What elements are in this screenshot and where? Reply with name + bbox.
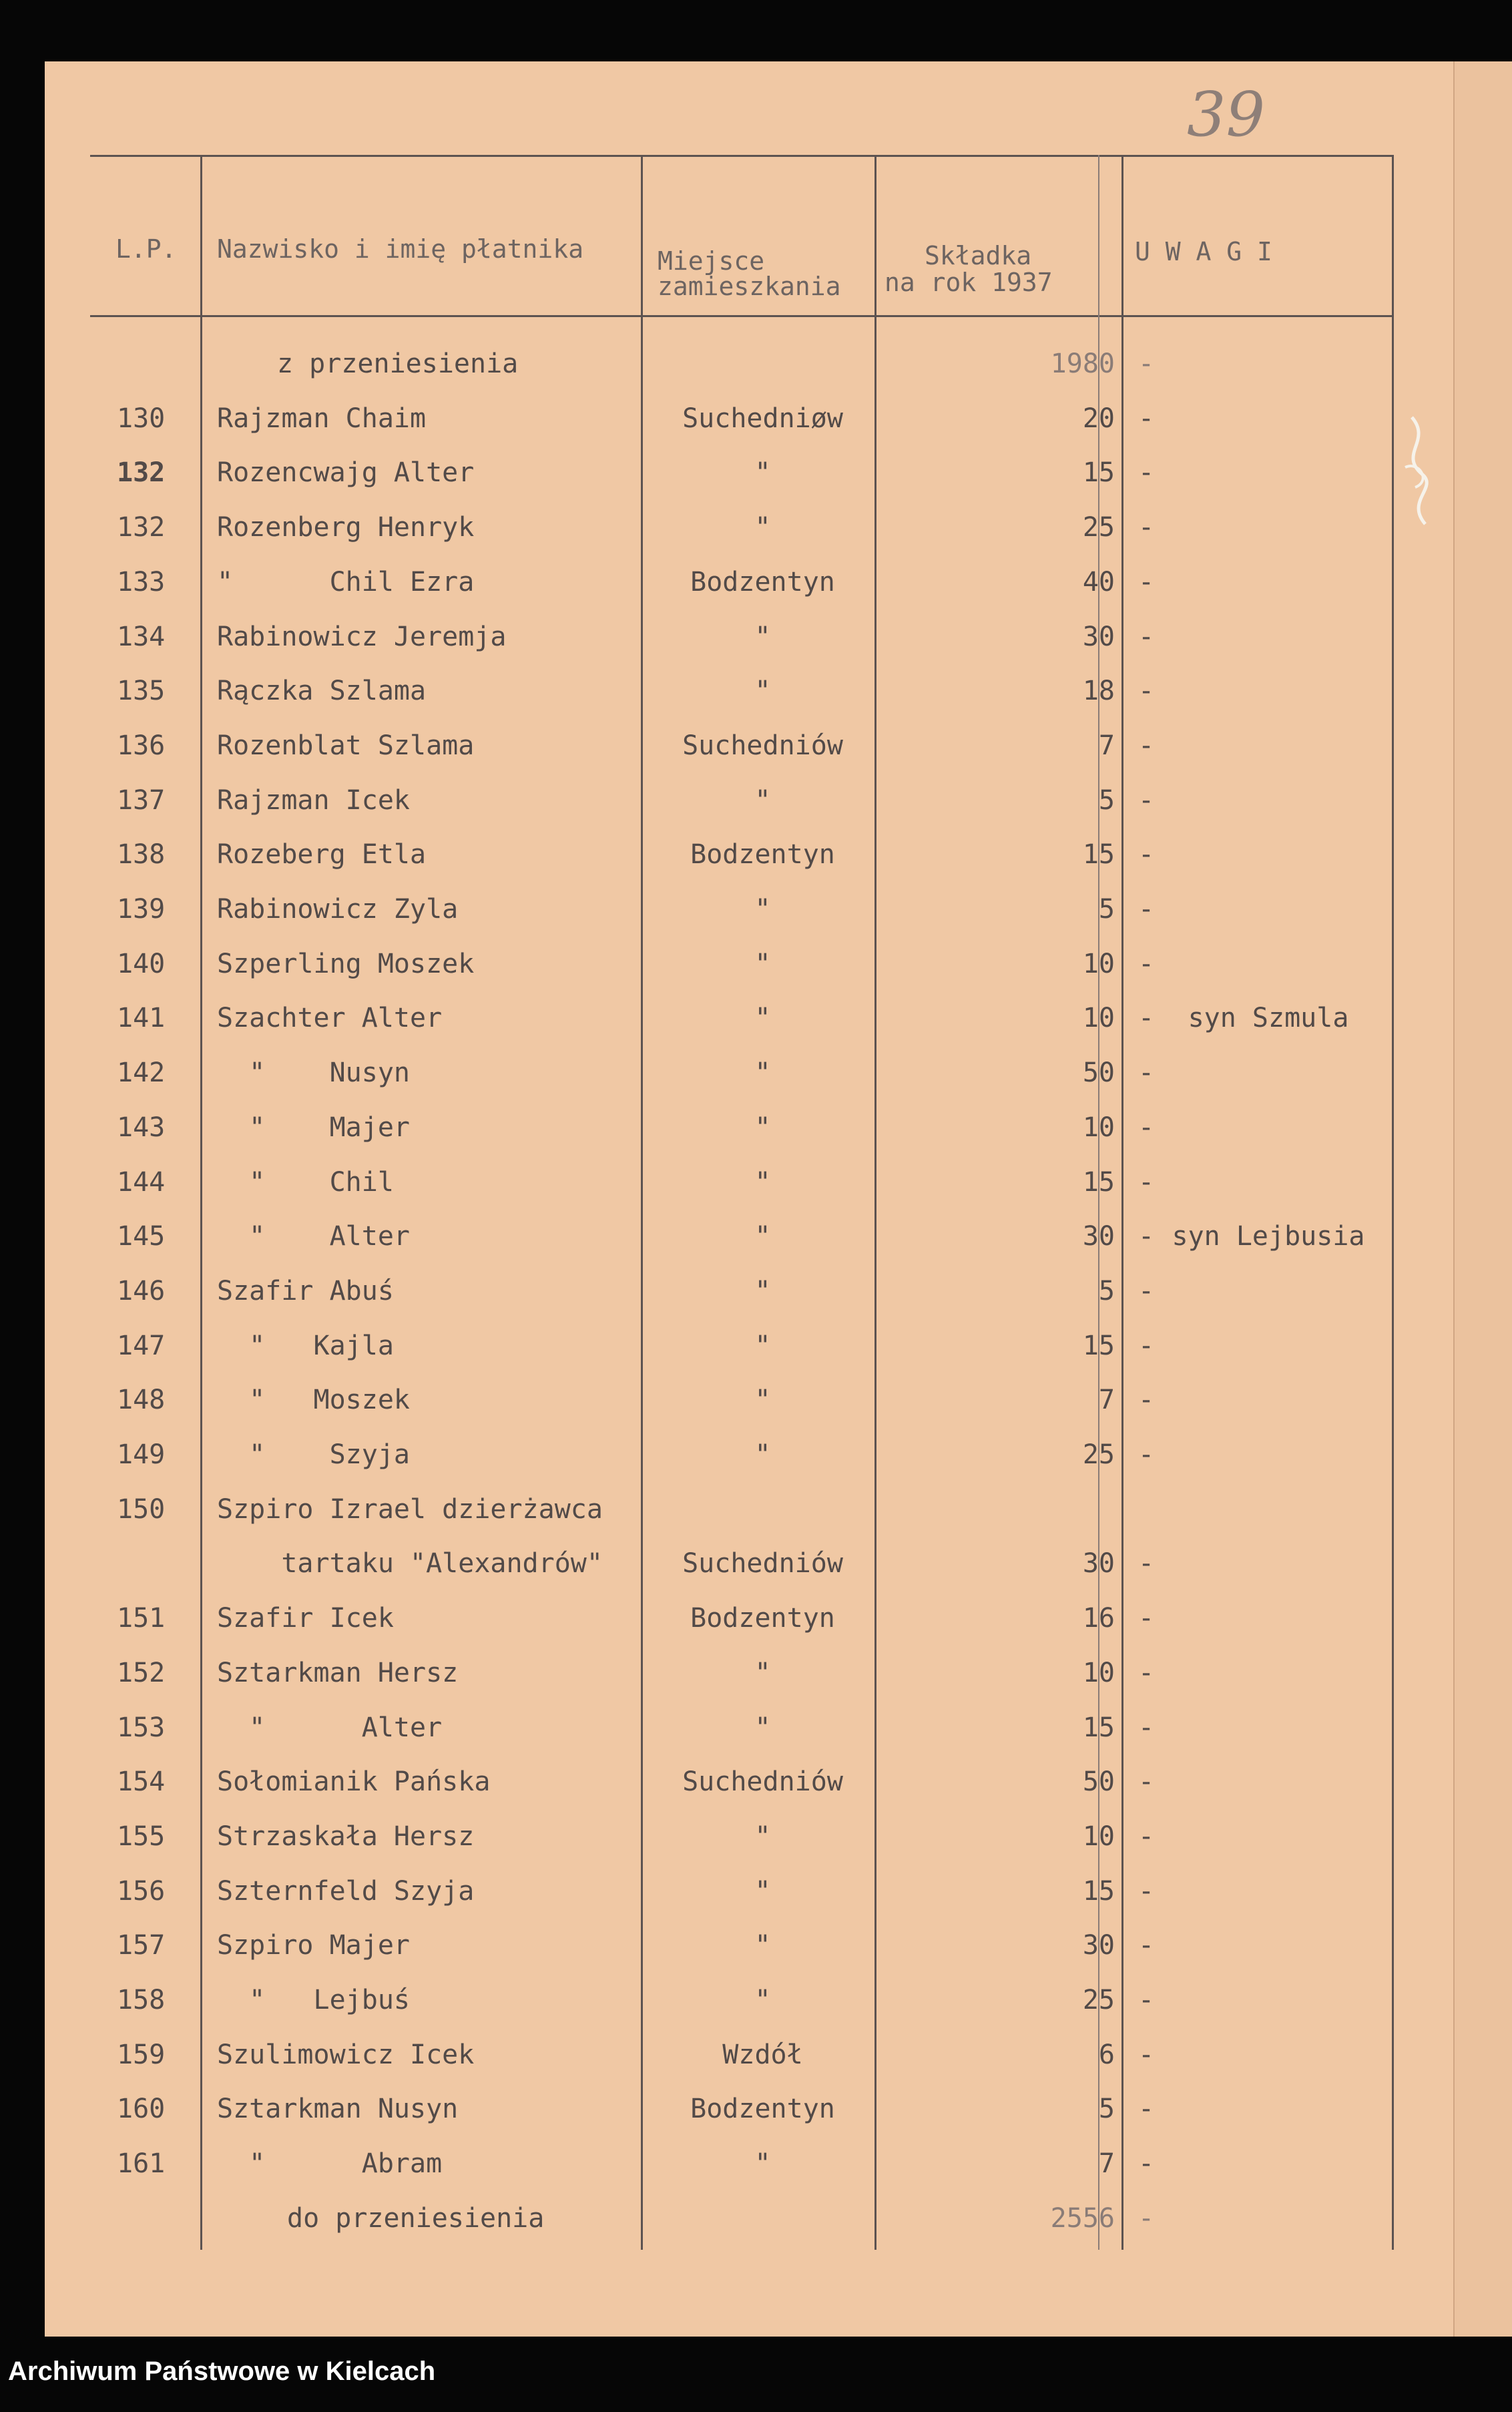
fee-dash: - — [1138, 1166, 1155, 1198]
row-number: 139 — [117, 894, 166, 925]
fee-amount: 10 — [1082, 1003, 1115, 1034]
residence: " — [754, 1712, 771, 1743]
payer-name: tartaku "Alexandrów" — [217, 1548, 603, 1580]
table-row — [90, 2136, 1392, 2191]
fee-dash: - — [1138, 1548, 1155, 1580]
row-number: 155 — [117, 1821, 166, 1852]
remark: syn Lejbusia — [1172, 1221, 1365, 1252]
row-number: 144 — [117, 1166, 166, 1198]
fee-dash: - — [1138, 1221, 1155, 1252]
payer-name: Szachter Alter — [217, 1003, 443, 1034]
fee-amount: 30 — [1082, 1548, 1115, 1580]
residence: " — [754, 1275, 771, 1306]
ledger-table — [90, 155, 1392, 2250]
table-row — [90, 664, 1392, 718]
fee-dash: - — [1138, 894, 1155, 925]
row-number: 149 — [117, 1439, 166, 1470]
fee-amount: 5 — [1098, 894, 1115, 925]
fee-dash: - — [1138, 676, 1155, 707]
fee-amount: 50 — [1082, 1057, 1115, 1089]
residence: " — [754, 948, 771, 979]
fee-amount: 15 — [1082, 1166, 1115, 1198]
table-row — [90, 445, 1392, 500]
fee-amount: 5 — [1098, 2094, 1115, 2125]
payer-name: Szpiro Izrael dzierżawca — [217, 1493, 603, 1525]
fee-amount: 50 — [1082, 1766, 1115, 1798]
fee-dash: - — [1138, 839, 1155, 871]
fee-amount: 25 — [1082, 512, 1115, 543]
row-number: 140 — [117, 948, 166, 979]
carry-amount: 2556 — [1050, 2202, 1115, 2234]
fee-amount: 10 — [1082, 1657, 1115, 1688]
row-number: 150 — [117, 1493, 166, 1525]
fee-amount: 30 — [1082, 1221, 1115, 1252]
payer-name: Rajzman Icek — [217, 784, 410, 816]
residence: " — [754, 1821, 771, 1852]
table-row — [90, 1373, 1392, 1427]
table-row — [90, 1864, 1392, 1919]
table-row — [90, 1264, 1392, 1318]
residence: " — [754, 1221, 771, 1252]
row-number: 154 — [117, 1766, 166, 1798]
table-row — [90, 1209, 1392, 1264]
table-row — [90, 610, 1392, 664]
residence: " — [754, 1057, 771, 1089]
residence: " — [754, 1657, 771, 1688]
row-number: 159 — [117, 2039, 166, 2070]
table-row — [90, 1754, 1392, 1809]
table-row — [90, 2027, 1392, 2082]
table-row — [90, 773, 1392, 828]
row-number: 137 — [117, 784, 166, 816]
fee-amount: 5 — [1098, 1275, 1115, 1306]
fee-amount: 16 — [1082, 1603, 1115, 1634]
table-row — [90, 555, 1392, 610]
fee-amount: 18 — [1082, 676, 1115, 707]
header-lp: L.P. — [115, 234, 177, 264]
row-number: 152 — [117, 1657, 166, 1688]
payer-name: Sztarkman Hersz — [217, 1657, 459, 1688]
column-rule — [1392, 155, 1394, 2250]
fee-amount: 40 — [1082, 566, 1115, 597]
payer-name: " Alter — [217, 1712, 443, 1743]
row-number: 132 — [117, 457, 166, 489]
fee-amount: 10 — [1082, 1112, 1115, 1143]
row-number: 153 — [117, 1712, 166, 1743]
fee-dash: - — [1138, 1439, 1155, 1470]
row-number: 157 — [117, 1930, 166, 1961]
fee-dash: - — [1138, 1330, 1155, 1361]
fee-amount: 10 — [1082, 948, 1115, 979]
fee-dash: - — [1138, 784, 1155, 816]
carry-label: z przeniesienia — [277, 348, 519, 379]
header-place-line2: zamieszkania — [658, 272, 841, 301]
row-number: 148 — [117, 1385, 166, 1416]
row-number: 136 — [117, 730, 166, 761]
fee-dash: - — [1138, 1766, 1155, 1798]
payer-name: " Nusyn — [217, 1057, 410, 1089]
fee-dash: - — [1138, 730, 1155, 761]
payer-name: " Majer — [217, 1112, 410, 1143]
fee-amount: 7 — [1098, 730, 1115, 761]
residence: " — [754, 784, 771, 816]
payer-name: Rozencwajg Alter — [217, 457, 475, 489]
payer-name: Szafir Icek — [217, 1603, 394, 1634]
payer-name: " Chil — [217, 1166, 394, 1198]
fee-amount: 15 — [1082, 1875, 1115, 1907]
residence: Bodzentyn — [690, 566, 835, 597]
header-fee-line1: Składka — [925, 241, 1032, 270]
fee-dash: - — [1138, 1875, 1155, 1907]
payer-name: " Moszek — [217, 1385, 410, 1416]
residence: " — [754, 1166, 771, 1198]
row-number: 138 — [117, 839, 166, 871]
payer-name: Szpiro Majer — [217, 1930, 410, 1961]
residence: Wzdół — [722, 2039, 803, 2070]
fee-amount: 15 — [1082, 839, 1115, 871]
fee-amount: 25 — [1082, 1985, 1115, 2015]
payer-name: Rajzman Chaim — [217, 403, 427, 434]
fee-dash: - — [1138, 1275, 1155, 1306]
table-row — [90, 1591, 1392, 1646]
residence: " — [754, 1003, 771, 1034]
header-name: Nazwisko i imię płatnika — [217, 234, 584, 264]
table-row — [90, 882, 1392, 937]
residence: " — [754, 1330, 771, 1361]
payer-name: Strzaskała Hersz — [217, 1821, 475, 1852]
table-row — [90, 391, 1392, 446]
fee-amount: 7 — [1098, 2148, 1115, 2180]
folio-number: 39 — [1187, 79, 1266, 150]
table-row — [90, 1155, 1392, 1210]
payer-name: Rabinowicz Jeremja — [217, 621, 507, 652]
row-number: 135 — [117, 676, 166, 707]
row-number: 145 — [117, 1221, 166, 1252]
table-row — [90, 1318, 1392, 1373]
fee-dash: - — [1138, 1930, 1155, 1961]
payer-name: Sztarkman Nusyn — [217, 2094, 459, 2125]
fee-amount: 7 — [1098, 1385, 1115, 1416]
fee-dash: - — [1138, 2148, 1155, 2180]
carry-amount: 1980 — [1050, 348, 1115, 379]
fee-dash: - — [1138, 1385, 1155, 1416]
adjacent-page-edge — [1453, 61, 1512, 2337]
table-row — [90, 937, 1392, 991]
fee-dash: - — [1138, 403, 1155, 434]
header-place-line1: Miejsce — [658, 246, 765, 276]
table-row — [90, 336, 1392, 391]
table-row — [90, 1482, 1392, 1537]
fee-amount: 30 — [1082, 621, 1115, 652]
fee-dash: - — [1138, 1821, 1155, 1852]
fee-dash: - — [1138, 2039, 1155, 2070]
row-number: 132 — [117, 512, 166, 543]
row-number: 147 — [117, 1330, 166, 1361]
row-number: 151 — [117, 1603, 166, 1634]
row-number: 134 — [117, 621, 166, 652]
payer-name: " Alter — [217, 1221, 410, 1252]
payer-name: Szternfeld Szyja — [217, 1875, 475, 1907]
row-number: 161 — [117, 2148, 166, 2180]
residence: " — [754, 1875, 771, 1907]
residence: Suchedniøw — [682, 403, 843, 434]
table-row — [90, 1045, 1392, 1100]
archive-label: Archiwum Państwowe w Kielcach — [8, 2357, 436, 2386]
table-row — [90, 991, 1392, 1045]
fee-amount: 10 — [1082, 1821, 1115, 1852]
payer-name: " Kajla — [217, 1330, 394, 1361]
payer-name: " Lejbuś — [217, 1985, 410, 2015]
fee-dash: - — [1138, 621, 1155, 652]
header-fee-line2: na rok 1937 — [885, 268, 1053, 297]
row-number: 160 — [117, 2094, 166, 2125]
header-rule — [90, 315, 1392, 317]
residence: " — [754, 621, 771, 652]
residence: " — [754, 1112, 771, 1143]
carry-dash: - — [1138, 2202, 1155, 2234]
fee-amount: 15 — [1082, 1330, 1115, 1361]
table-row — [90, 1809, 1392, 1864]
table-row — [90, 2082, 1392, 2136]
row-number: 133 — [117, 566, 166, 597]
payer-name: Sołomianik Pańska — [217, 1766, 491, 1798]
table-row — [90, 1427, 1392, 1482]
fee-dash: - — [1138, 1712, 1155, 1743]
fee-amount: 30 — [1082, 1930, 1115, 1961]
residence: " — [754, 1439, 771, 1470]
table-row — [90, 1918, 1392, 1973]
payer-name: Szafir Abuś — [217, 1275, 394, 1306]
table-row — [90, 1973, 1392, 2027]
table-top-rule — [90, 155, 1392, 157]
residence: " — [754, 1985, 771, 2015]
residence: Bodzentyn — [690, 1603, 835, 1634]
residence: Suchedniów — [682, 1766, 843, 1798]
fee-amount: 15 — [1082, 457, 1115, 489]
residence: " — [754, 676, 771, 707]
fee-dash: - — [1138, 457, 1155, 489]
fee-dash: - — [1138, 1657, 1155, 1688]
fee-amount: 25 — [1082, 1439, 1115, 1470]
payer-name: " Szyja — [217, 1439, 410, 1470]
fee-dash: - — [1138, 512, 1155, 543]
payer-name: Rozenblat Szlama — [217, 730, 475, 761]
payer-name: Rabinowicz Zyla — [217, 894, 459, 925]
table-row — [90, 500, 1392, 555]
table-row — [90, 1536, 1392, 1591]
residence: " — [754, 512, 771, 543]
row-number: 141 — [117, 1003, 166, 1034]
payer-name: Szperling Moszek — [217, 948, 475, 979]
row-number: 156 — [117, 1875, 166, 1907]
binding-thread-icon — [1392, 414, 1445, 527]
table-row — [90, 2191, 1392, 2246]
residence: " — [754, 2148, 771, 2180]
header-remarks: U W A G I — [1135, 237, 1272, 266]
residence: " — [754, 1385, 771, 1416]
residence: Suchedniów — [682, 730, 843, 761]
carry-label: do przeniesienia — [287, 2202, 545, 2234]
fee-dash: - — [1138, 1112, 1155, 1143]
residence: " — [754, 457, 771, 489]
payer-name: Rączka Szlama — [217, 676, 427, 707]
residence: " — [754, 894, 771, 925]
residence: Bodzentyn — [690, 2094, 835, 2125]
fee-amount: 5 — [1098, 784, 1115, 816]
fee-dash: - — [1138, 2094, 1155, 2125]
fee-dash: - — [1138, 948, 1155, 979]
payer-name: Szulimowicz Icek — [217, 2039, 475, 2070]
residence: Bodzentyn — [690, 839, 835, 871]
fee-dash: - — [1138, 1603, 1155, 1634]
table-row — [90, 1100, 1392, 1155]
fee-dash: - — [1138, 1985, 1155, 2015]
remark: syn Szmula — [1188, 1003, 1349, 1034]
residence: " — [754, 1930, 771, 1961]
row-number: 158 — [117, 1985, 166, 2015]
row-number: 146 — [117, 1275, 166, 1306]
fee-amount: 20 — [1082, 403, 1115, 434]
table-row — [90, 1700, 1392, 1755]
carry-dash: - — [1138, 348, 1155, 379]
residence: Suchedniów — [682, 1548, 843, 1580]
fee-dash: - — [1138, 1003, 1155, 1034]
payer-name: " Chil Ezra — [217, 566, 475, 597]
table-row — [90, 1646, 1392, 1700]
fee-dash: - — [1138, 566, 1155, 597]
fee-dash: - — [1138, 1057, 1155, 1089]
table-row — [90, 718, 1392, 773]
table-row — [90, 827, 1392, 882]
payer-name: Rozenberg Henryk — [217, 512, 475, 543]
payer-name: Rozeberg Etla — [217, 839, 427, 871]
fee-amount: 15 — [1082, 1712, 1115, 1743]
row-number: 130 — [117, 403, 166, 434]
payer-name: " Abram — [217, 2148, 443, 2180]
fee-amount: 6 — [1098, 2039, 1115, 2070]
row-number: 142 — [117, 1057, 166, 1089]
archive-footer — [0, 2337, 1512, 2412]
row-number: 143 — [117, 1112, 166, 1143]
